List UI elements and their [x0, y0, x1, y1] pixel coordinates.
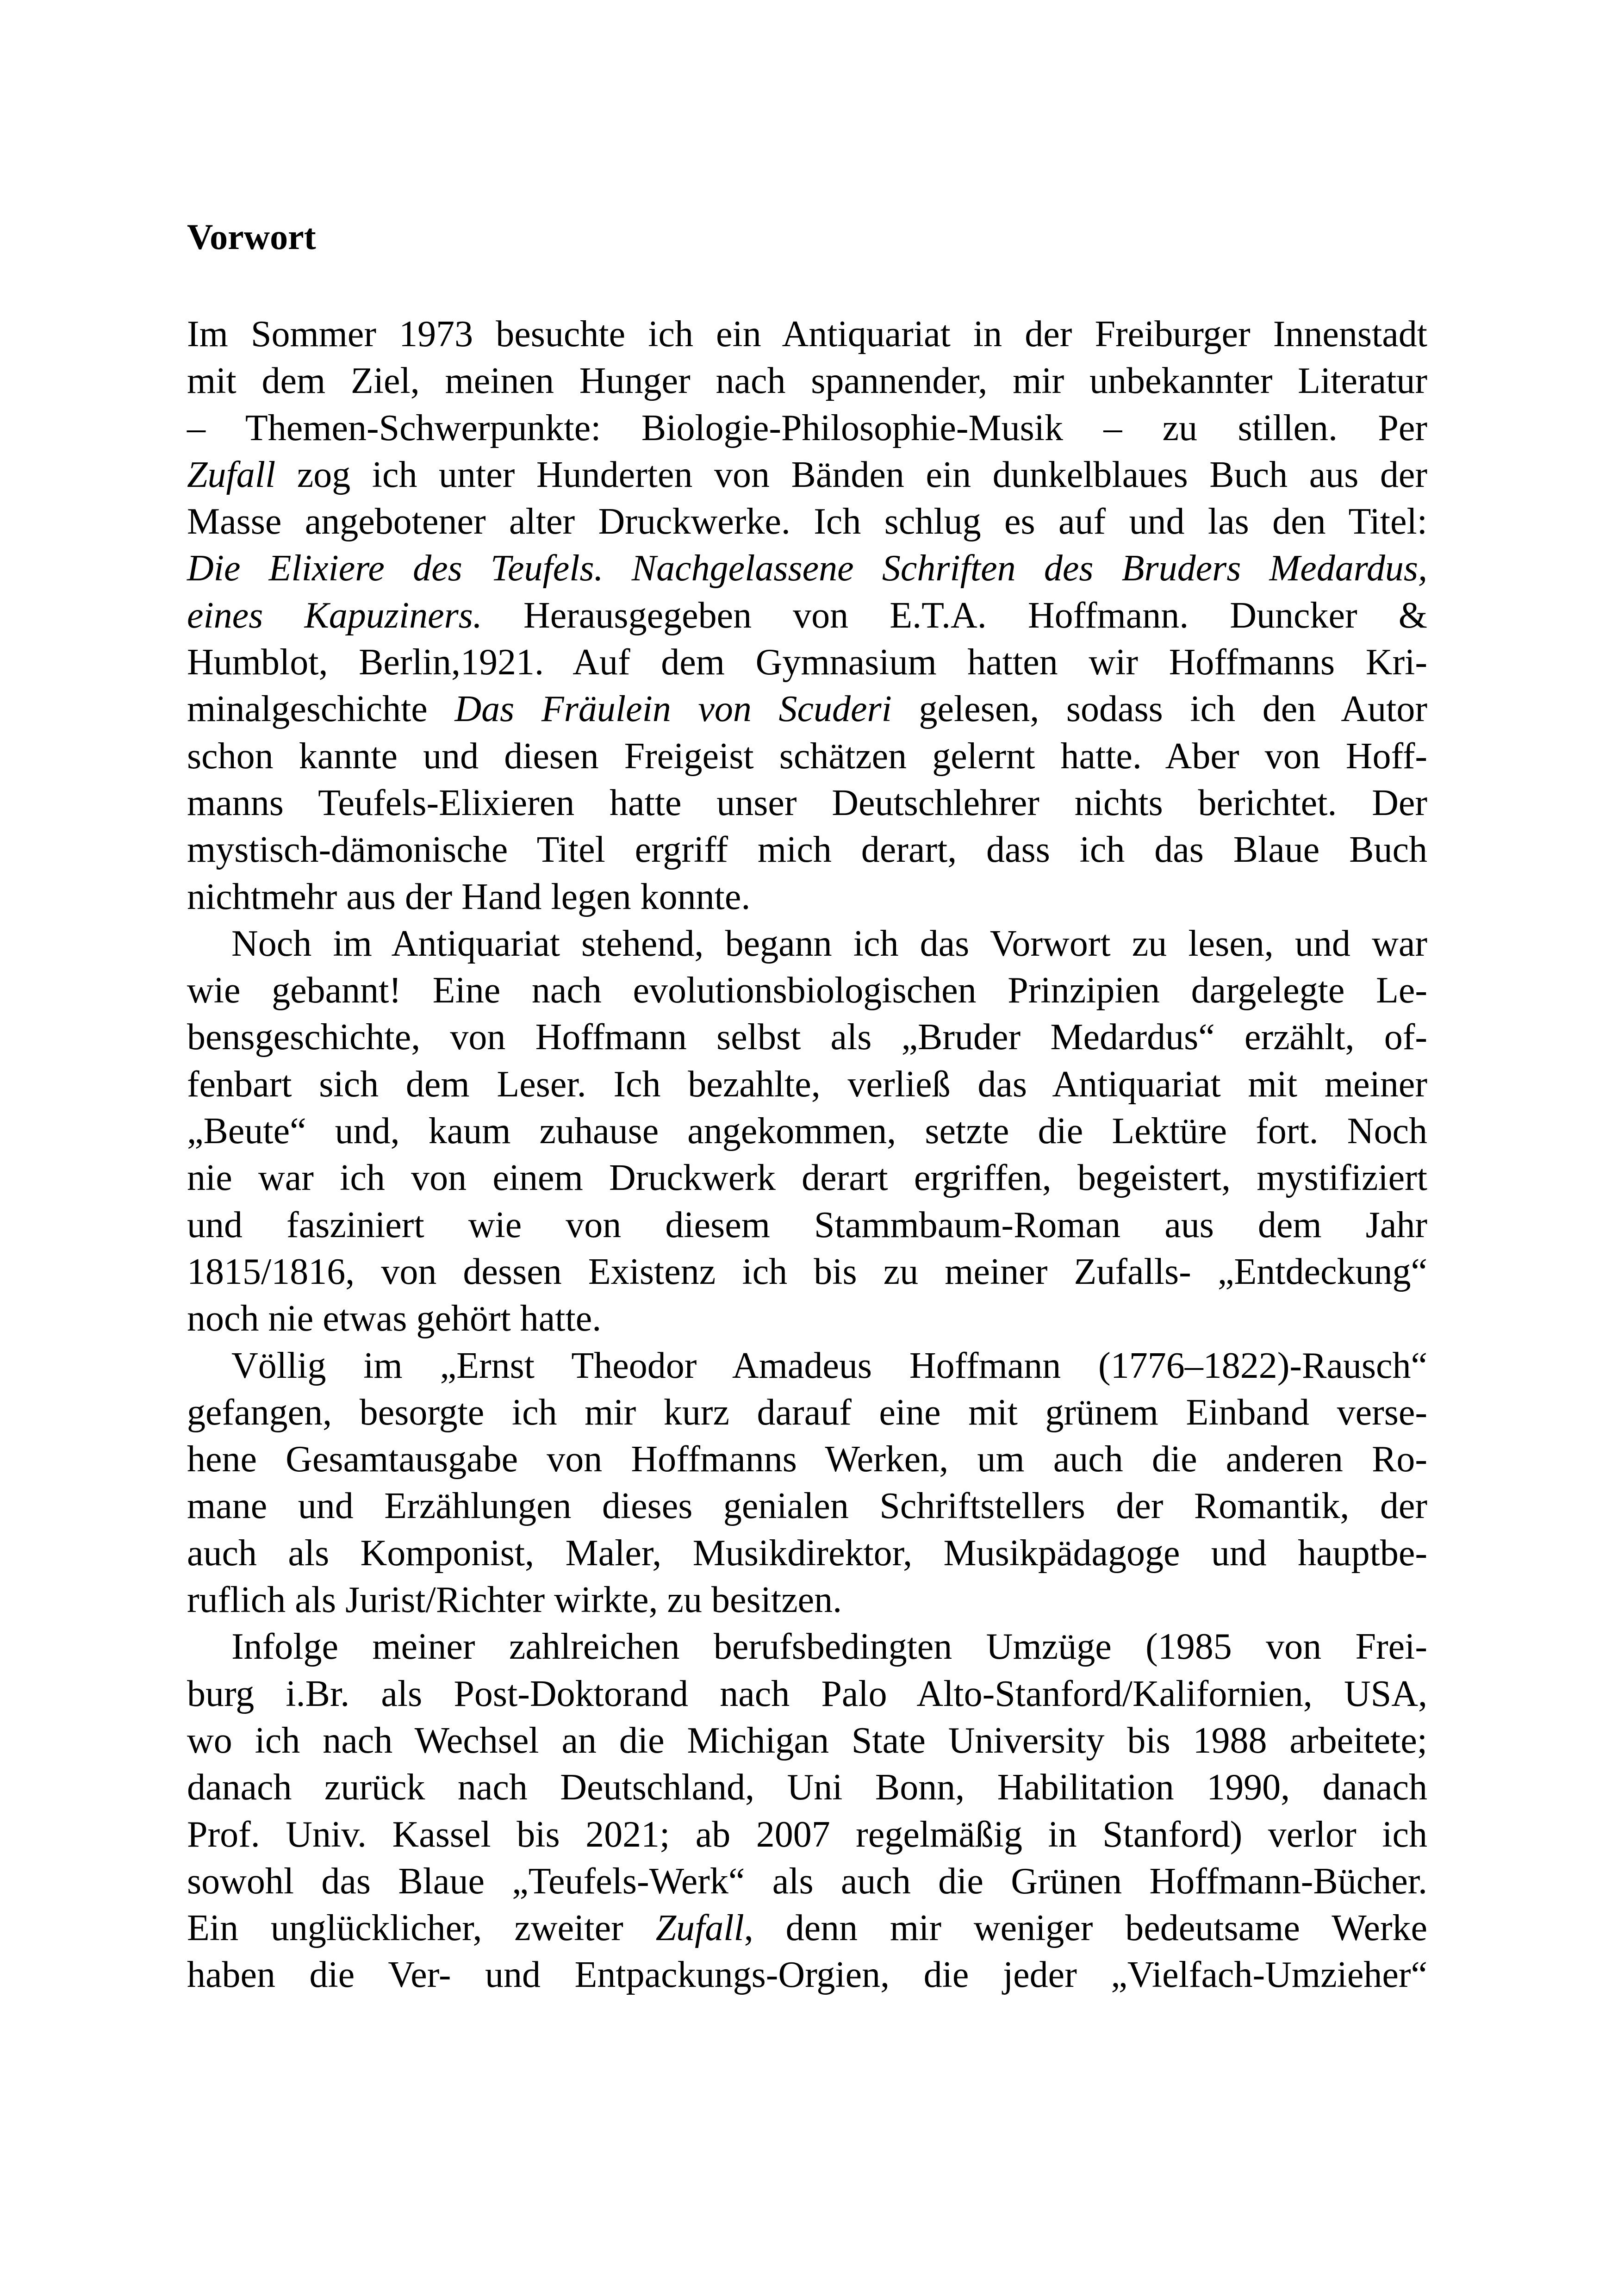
text-segment: 1815/1816, von dessen Existenz ich bis zu meiner Zufalls- „Entdeckung“	[187, 1251, 1427, 1292]
text-line	[187, 1436, 1427, 1483]
text-segment: burg i.Br. als Post-Doktorand nach Palo Alto-Stanford/Kalifornien, USA,	[187, 1673, 1427, 1714]
text-line	[187, 874, 1427, 921]
text-segment: noch nie etwas gehört hatte.	[187, 1298, 602, 1339]
text-segment: schon kannte und diesen Freigeist schätzen gelernt hatte. Aber von Hoff-	[187, 735, 1427, 777]
text-line	[187, 545, 1427, 592]
text-line	[187, 592, 1427, 639]
text-line	[187, 967, 1427, 1014]
text-line	[187, 780, 1427, 827]
text-line	[187, 452, 1427, 498]
text-line	[187, 1577, 1427, 1624]
text-segment: Ein unglücklicher, zweiter	[187, 1908, 656, 1949]
page-title: Vorwort	[187, 217, 316, 257]
text-segment: bensgeschichte, von Hoffmann selbst als „Bruder Medardus“ erzählt, of-	[187, 1017, 1427, 1058]
text-segment: nichtmehr aus der Hand legen konnte.	[187, 876, 751, 917]
text-line	[187, 1483, 1427, 1530]
text-line	[187, 1249, 1427, 1295]
text-line	[187, 1811, 1427, 1858]
text-line	[187, 1155, 1427, 1201]
text-line	[187, 1717, 1427, 1764]
text-line	[187, 1061, 1427, 1108]
text-segment: danach zurück nach Deutschland, Uni Bonn, Habilitation 1990, danach	[187, 1767, 1427, 1808]
text-line	[187, 827, 1427, 873]
text-line	[187, 686, 1427, 733]
text-segment: gefangen, besorgte ich mir kurz darauf eine mit grünem Einband verse-	[187, 1392, 1427, 1433]
text-line	[187, 1671, 1427, 1717]
italic-text: Das Fräulein von Scuderi	[454, 689, 892, 730]
text-segment: Noch im Antiquariat stehend, begann ich das Vorwort zu lesen, und war	[231, 923, 1427, 964]
text-segment: wie gebannt! Eine nach evolutionsbiologischen Prinzipien dargelegte Le-	[187, 970, 1427, 1011]
body-text	[187, 311, 1427, 1999]
text-line	[187, 1530, 1427, 1577]
text-segment: wo ich nach Wechsel an die Michigan State University bis 1988 arbeitete;	[187, 1720, 1427, 1761]
text-segment: , denn mir weniger bedeutsame Werke	[744, 1908, 1428, 1949]
text-segment: nie war ich von einem Druckwerk derart ergriffen, begeistert, mystifiziert	[187, 1157, 1427, 1199]
text-line	[187, 921, 1427, 967]
text-segment: und fasziniert wie von diesem Stammbaum-Roman aus dem Jahr	[187, 1204, 1427, 1245]
italic-text: eines Kapuziners.	[187, 595, 482, 636]
text-segment: Infolge meiner zahlreichen berufsbedingten Umzüge (1985 von Frei-	[231, 1626, 1427, 1668]
text-line	[187, 1389, 1427, 1436]
text-segment: fenbart sich dem Leser. Ich bezahlte, verließ das Antiquariat mit meiner	[187, 1064, 1427, 1105]
text-segment: hene Gesamtausgabe von Hoffmanns Werken, um auch die anderen Ro-	[187, 1439, 1427, 1480]
text-line	[187, 311, 1427, 358]
text-line	[187, 498, 1427, 545]
text-segment: mystisch-dämonische Titel ergriff mich derart, dass ich das Blaue Buch	[187, 829, 1427, 871]
text-segment: mane und Erzählungen dieses genialen Schriftstellers der Romantik, der	[187, 1486, 1427, 1527]
text-segment: minalgeschichte	[187, 689, 455, 730]
text-segment: – Themen-Schwerpunkte: Biologie-Philosophie-Musik – zu stillen. Per	[187, 407, 1427, 448]
text-line	[187, 358, 1427, 404]
text-line	[187, 1295, 1427, 1342]
text-segment: sowohl das Blaue „Teufels-Werk“ als auch die Grünen Hoffmann-Bücher.	[187, 1860, 1427, 1902]
text-segment: haben die Ver- und Entpackungs-Orgien, die jeder „Vielfach-Umzieher“	[187, 1954, 1427, 1996]
text-segment: Im Sommer 1973 besuchte ich ein Antiquariat in der Freiburger Innenstadt	[187, 314, 1427, 355]
text-segment: gelesen, sodass ich den Autor	[891, 689, 1428, 730]
text-segment: Masse angebotener alter Druckwerke. Ich schlug es auf und las den Titel:	[187, 501, 1427, 542]
text-segment: ruflich als Jurist/Richter wirkte, zu besitzen.	[187, 1580, 842, 1621]
text-line	[187, 639, 1427, 686]
text-segment: auch als Komponist, Maler, Musikdirektor, Musikpädagoge und hauptbe-	[187, 1532, 1427, 1574]
text-segment: Prof. Univ. Kassel bis 2021; ab 2007 regelmäßig in Stanford) verlor ich	[187, 1814, 1427, 1855]
text-segment: zog ich unter Hunderten von Bänden ein dunkelblaues Buch aus der	[275, 454, 1427, 495]
text-line	[187, 1905, 1427, 1952]
text-line	[187, 1343, 1427, 1389]
text-segment: Völlig im „Ernst Theodor Amadeus Hoffmann (1776–1822)-Rausch“	[231, 1345, 1427, 1386]
italic-text: Zufall	[187, 454, 276, 495]
text-line	[187, 1108, 1427, 1155]
text-segment: manns Teufels-Elixieren hatte unser Deutschlehrer nichts berichtet. Der	[187, 782, 1427, 823]
text-line	[187, 1952, 1427, 1998]
text-segment: Herausgegeben von E.T.A. Hoffmann. Duncker &	[482, 595, 1427, 636]
text-line	[187, 1764, 1427, 1811]
text-line	[187, 1858, 1427, 1905]
text-line	[187, 1202, 1427, 1249]
text-segment: Humblot, Berlin,1921. Auf dem Gymnasium hatten wir Hoffmanns Kri-	[187, 642, 1427, 683]
italic-text: Zufall	[655, 1908, 744, 1949]
text-segment: „Beute“ und, kaum zuhause angekommen, setzte die Lektüre fort. Noch	[187, 1111, 1427, 1152]
text-segment: mit dem Ziel, meinen Hunger nach spannender, mir unbekannter Literatur	[187, 361, 1427, 402]
text-line	[187, 1014, 1427, 1061]
italic-text: Die Elixiere des Teufels. Nachgelassene Schriften des Bruders Medardus,	[187, 548, 1427, 589]
text-line	[187, 1624, 1427, 1670]
text-line	[187, 405, 1427, 452]
text-line	[187, 733, 1427, 780]
